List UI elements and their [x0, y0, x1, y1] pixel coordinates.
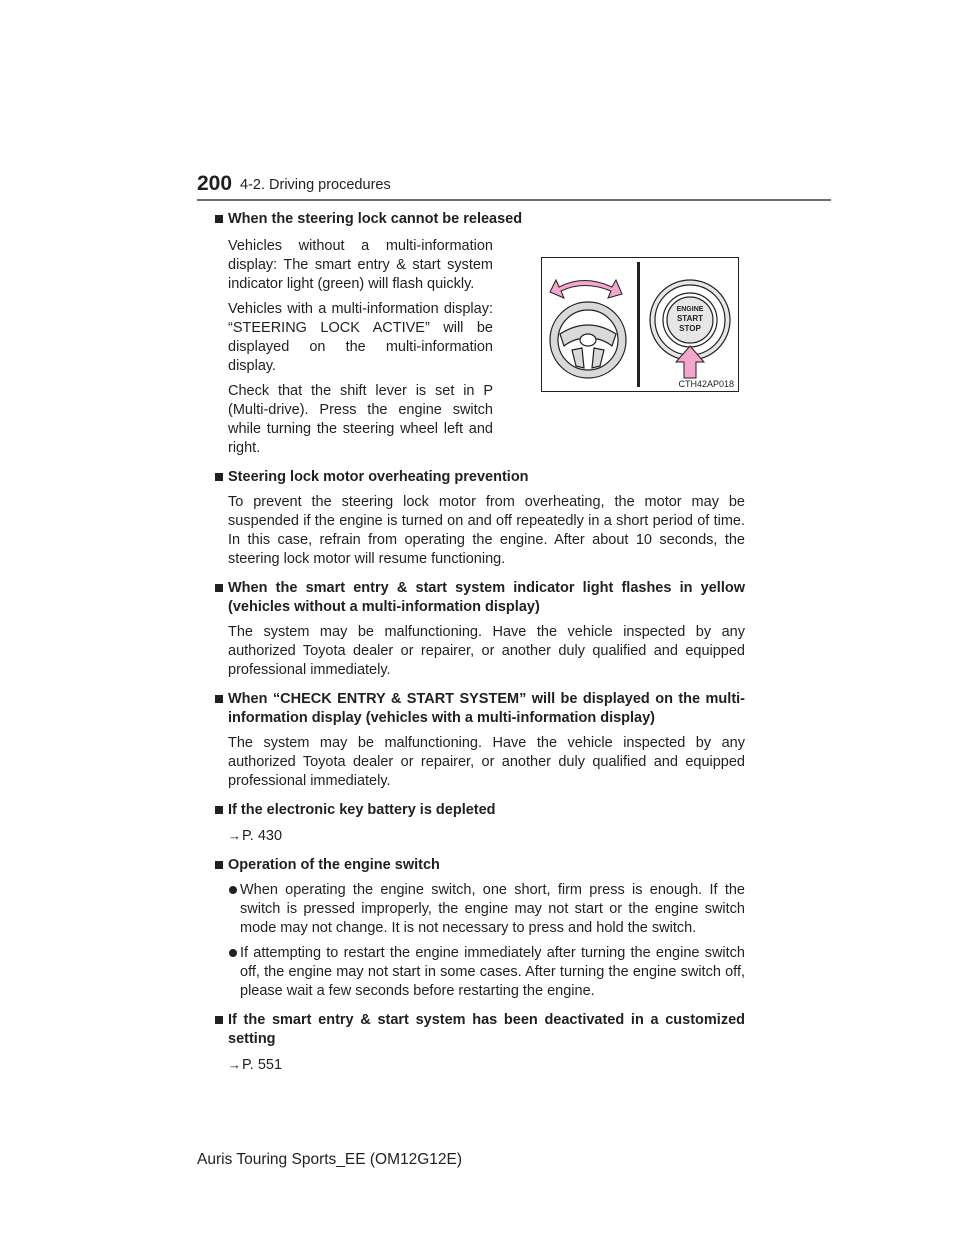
page-reference [215, 1055, 745, 1075]
section-indicator-yellow [215, 579, 745, 680]
section-check-entry [215, 690, 745, 791]
section-engine-switch-operation [215, 856, 745, 1001]
page-footer: Auris Touring Sports_EE (OM12G12E) [197, 1151, 463, 1168]
bullet-item: When operating the engine switch, one short, firm press is enough. If the switch is pressed improperly, the engine may not start or the engine switch mode may not change. It is not necessary to press and hold the switch. [215, 881, 745, 938]
page-reference-text: P. 551 [242, 1057, 283, 1073]
section-key-battery [215, 801, 745, 846]
page-reference-text: P. 430 [242, 828, 283, 844]
section-heading: When the smart entry & start system indicator light flashes in yellow (vehicles without a multi-information display) [215, 579, 745, 617]
section-heading: When the steering lock cannot be released [215, 210, 745, 229]
button-label-line: ENGINE [676, 306, 704, 313]
section-heading: When “CHECK ENTRY & START SYSTEM” will be displayed on the multi-information display (vehicles with a multi-information display) [215, 690, 745, 728]
page-reference [215, 826, 745, 846]
section-heading: Steering lock motor overheating prevention [215, 468, 745, 487]
section-text-column [215, 231, 493, 458]
section-deactivated [215, 1011, 745, 1075]
button-label-line: STOP [679, 324, 701, 333]
section-steering-lock [215, 210, 745, 458]
paragraph: Vehicles without a multi-information display: The smart entry & start system indicator light (green) will flash quickly. [228, 238, 493, 292]
section-title: 4-2. Driving procedures [240, 177, 391, 193]
button-label-line: START [676, 314, 704, 323]
steering-wheel-icon [550, 302, 626, 378]
section-body-with-figure [215, 231, 745, 458]
page-content [215, 210, 745, 1075]
section-heading: If the electronic key battery is depleted [215, 801, 745, 820]
page-number: 200 [197, 172, 233, 195]
arrow-right-icon: → [228, 1057, 241, 1072]
turn-arrow-icon [550, 280, 622, 298]
header-divider [197, 199, 831, 201]
paragraph: The system may be malfunctioning. Have the vehicle inspected by any authorized Toyota dealer or repairer, or another duly qualified and equipped professional immediately. [228, 624, 745, 678]
section-heading: If the smart entry & start system has been deactivated in a customized setting [215, 1011, 745, 1049]
illustration-graphic [542, 258, 738, 391]
paragraph: To prevent the steering lock motor from overheating, the motor may be suspended if the engine is turned on and off repeatedly in a short period of time. In this case, refrain from operating the engine. After about 10 seconds, the steering lock motor will resume functioning. [228, 494, 745, 567]
figure-divider [637, 262, 640, 387]
section-overheating [215, 468, 745, 569]
section-heading: Operation of the engine switch [215, 856, 745, 875]
figure-code: CTH42AP018 [678, 379, 734, 389]
paragraph: Vehicles with a multi-information display: “STEERING LOCK ACTIVE” will be displayed on the multi-information display. [228, 301, 493, 374]
bullet-item: If attempting to restart the engine immediately after turning the engine switch off, the engine may not start in some cases. After turning the engine switch off, please wait a few seconds before restarting the engine. [215, 944, 745, 1001]
paragraph: The system may be malfunctioning. Have the vehicle inspected by any authorized Toyota dealer or repairer, or another duly qualified and equipped professional immediately. [228, 735, 745, 789]
arrow-right-icon: → [228, 828, 241, 843]
paragraph: Check that the shift lever is set in P (Multi-drive). Press the engine switch while turning the steering wheel left and right. [228, 383, 493, 456]
steering-lock-illustration [541, 257, 739, 392]
page-header [0, 0, 960, 205]
